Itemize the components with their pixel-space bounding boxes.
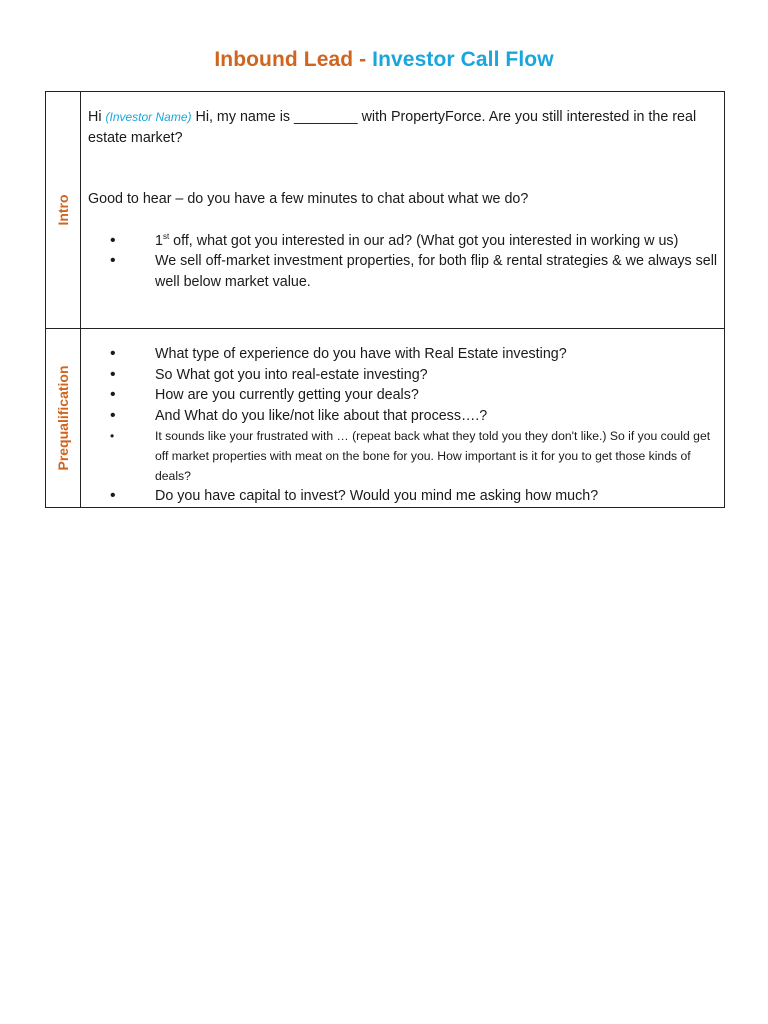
intro-bullet-2: • We sell off-market investment properties, for both flip & rental strategies & we always sell well below market value.	[88, 251, 718, 292]
prequalification-label-cell	[46, 329, 81, 507]
intro-row	[46, 92, 724, 328]
prequalification-row	[46, 328, 724, 507]
intro-label-cell	[46, 92, 81, 328]
intro-followup: Good to hear – do you have a few minutes to chat about what we do?	[88, 191, 529, 207]
page-title	[0, 48, 768, 72]
investor-name-placeholder: (Investor Name)	[105, 110, 192, 124]
prequal-bullet-4: • And What do you like/not like about that process….?	[88, 406, 718, 427]
bullet1-num: 1	[155, 232, 163, 249]
prequal-bullet-5: • It sounds like your frustrated with … (repeat back what they told you they don't like.) So if you could get off market properties with meat on the bone for you. How important is it for you to get those kinds of deals?	[88, 426, 718, 486]
call-script-table	[45, 91, 725, 508]
intro-bullet-1	[88, 231, 718, 252]
prequal-bullet-2: • So What got you into real-estate investing?	[88, 365, 718, 386]
bullet1-rest: off, what got you interested in our ad? (What got you interested in working w us)	[169, 232, 679, 249]
intro-label: Intro	[55, 194, 71, 226]
prequalification-content	[81, 329, 724, 507]
intro-bullet-list	[88, 231, 718, 293]
greeting-prefix: Hi	[88, 109, 106, 125]
greeting-rest: Hi, my name is ________ with PropertyForce. Are you still interested in the real estate market?	[88, 109, 697, 146]
title-part-call-flow: Investor Call Flow	[372, 48, 554, 71]
prequalification-label: Prequalification	[55, 365, 71, 471]
prequal-bullet-6: • Do you have capital to invest? Would you mind me asking how much?	[88, 486, 718, 507]
prequalification-bullet-list	[88, 344, 718, 507]
title-separator: -	[353, 48, 373, 71]
bullet1-sup: st	[162, 231, 170, 241]
intro-content	[81, 92, 724, 328]
intro-greeting	[88, 107, 718, 148]
prequal-bullet-1: • What type of experience do you have with Real Estate investing?	[88, 344, 718, 365]
prequal-bullet-3: • How are you currently getting your deals?	[88, 385, 718, 406]
title-part-inbound-lead: Inbound Lead	[214, 48, 354, 71]
